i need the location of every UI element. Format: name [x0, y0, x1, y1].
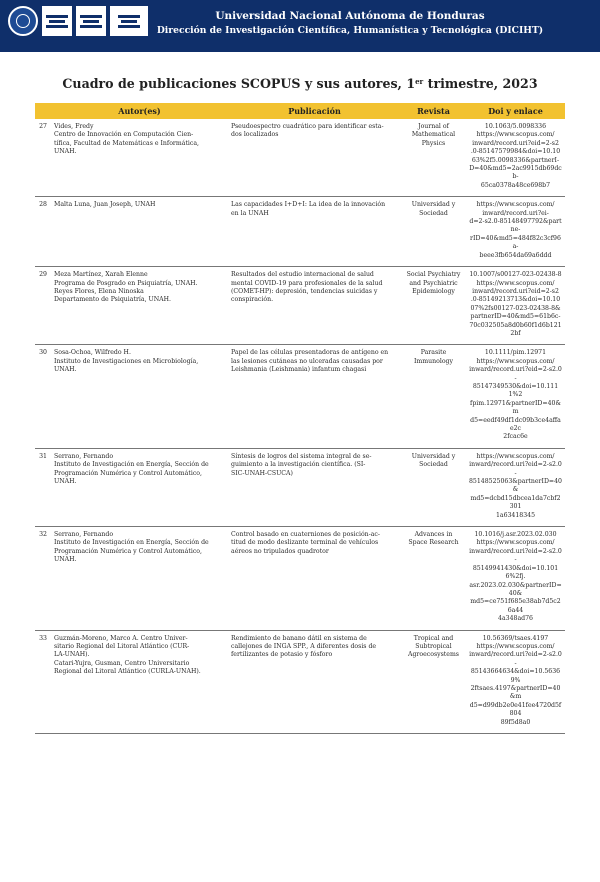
column-header-authors: Autor(es)	[51, 103, 228, 119]
publication-line: las lesiones cutáneas no ulceradas causadas por	[231, 357, 383, 365]
row-number: 28	[35, 197, 51, 267]
authors-cell	[51, 345, 228, 448]
doi-line: 10.1007/s00127-023-02438-8	[469, 271, 562, 279]
doi-line: inward/record.uri?eid=2-s2.0-	[469, 651, 562, 667]
doi-line: rID=40&md5=484f82c3cf96a-	[470, 234, 561, 251]
publication-line: dos localizados	[231, 131, 279, 139]
publication-cell	[228, 197, 401, 267]
header-band	[0, 0, 600, 52]
journal-cell	[401, 197, 466, 267]
doi-line: D=40&md5=2ac9915db69dcb-	[469, 165, 562, 181]
doi-cell	[466, 345, 565, 448]
journal-line: Epidemiology	[412, 287, 455, 295]
publication-line: en la UNAH	[231, 209, 269, 217]
journal-cell	[401, 527, 466, 630]
journal-cell	[401, 119, 466, 197]
authors-line: Programa de Posgrado en Psiquiatría, UNAH.	[54, 279, 198, 287]
doi-line: d=2-s2.0-85148497792&partne-	[469, 218, 562, 234]
column-header-number	[35, 103, 51, 119]
authors-cell	[51, 267, 228, 345]
publication-line: Las capacidades I+D+I: La idea de la innovación	[231, 201, 386, 209]
doi-line: 10.1063/5.0098336	[484, 123, 547, 130]
authors-line: Instituto de Investigaciones en Microbiología,	[54, 357, 199, 365]
table-row	[35, 630, 565, 733]
authors-line: Serrano, Fernando	[54, 452, 114, 460]
authors-cell	[51, 119, 228, 197]
authors-line: UNAH.	[54, 556, 77, 564]
unah-seal-logo	[8, 6, 38, 36]
table-row	[35, 119, 565, 197]
row-number: 32	[35, 527, 51, 630]
title-ordinal: er	[415, 77, 424, 86]
publication-line: aéreos no tripulados quadrotor	[231, 547, 329, 555]
publication-line: Control basado en cuaterniones de posición-ac-	[231, 531, 380, 539]
doi-cell	[466, 630, 565, 733]
journal-line: Social Psychiatry	[406, 271, 461, 279]
doi-line: 2fcac6e	[503, 433, 528, 441]
authors-line: Catari-Yujra, Gusman, Centro Universitario	[54, 659, 190, 667]
doi-line: inward/record.uri?eid=2-s2	[472, 139, 559, 147]
journal-line: Agroecosystems	[407, 651, 459, 659]
column-header-journal: Revista	[401, 103, 466, 119]
authors-cell	[51, 197, 228, 267]
authors-line: tífica, Facultad de Matemáticas e Informática,	[54, 139, 200, 147]
authors-line: Reyes Flores, Elena Ninoska	[54, 287, 144, 295]
doi-line: https://www.scopus.com/	[476, 642, 555, 650]
authors-line: Malta Luna, Juan Joseph, UNAH	[54, 201, 156, 209]
publication-line: Papel de las células presentadoras de antígeno en	[231, 349, 389, 357]
publication-cell	[228, 630, 401, 733]
row-number: 30	[35, 345, 51, 448]
journal-line: and Psychiatric	[409, 279, 458, 287]
doi-line: inward/record.uri?eid=2-s2	[472, 287, 559, 295]
row-number: 27	[35, 119, 51, 197]
authors-line: UNAH.	[54, 148, 77, 156]
authors-line: sitario Regional del Litoral Atlántico (CUR-	[54, 642, 190, 650]
publication-line: callejones de INGA SPP., A diferentes dosis de	[231, 642, 377, 650]
doi-cell	[466, 119, 565, 197]
doi-line: d5=d99db2e0e41fee4720d5f804	[469, 701, 562, 718]
doi-line: https://www.scopus.com/	[476, 452, 555, 460]
table-row	[35, 345, 565, 448]
doi-line: fpim.12971&partnerID=40&m	[470, 399, 561, 416]
doi-line: d5=eedf49df1dc09b3ce4affae2c	[470, 416, 561, 432]
authors-line: Centro de Innovación en Computación Cien-	[54, 131, 194, 139]
doi-line: inward/record.uri?ei-	[482, 209, 549, 217]
publication-cell	[228, 448, 401, 526]
journal-line: Physics	[421, 139, 446, 147]
authors-line: Departamento de Psiquiatría, UNAH.	[54, 296, 171, 304]
doi-line: https://www.scopus.com/	[476, 201, 555, 209]
publication-line: SIC-UNAH-CSUCA)	[231, 469, 293, 477]
doi-line: 2ftsaes.4197&partnerID=40&m	[470, 684, 561, 701]
doi-cell	[466, 448, 565, 526]
journal-line: Sociedad	[419, 209, 448, 217]
journal-line: Sociedad	[419, 461, 448, 469]
title-main: Cuadro de publicaciones SCOPUS y sus autores, 1	[62, 76, 416, 91]
authors-line: Programación Numérica y Control Automático,	[54, 469, 202, 477]
doi-line: https://www.scopus.com/	[476, 279, 555, 287]
publication-line: fertilizantes de potasio y fósforo	[231, 651, 333, 659]
publication-line: (COMET-HP): depresión, tendencias suicidas y	[231, 287, 378, 295]
doi-line: inward/record.uri?eid=2-s2.0-	[469, 366, 562, 382]
journal-line: Subtropical	[415, 642, 452, 650]
authors-cell	[51, 527, 228, 630]
doi-line: 85147349530&doi=10.1111%2	[472, 382, 559, 399]
publications-table	[35, 103, 565, 734]
authors-line: Vides, Fredy	[54, 123, 94, 130]
doi-line: https://www.scopus.com/	[476, 539, 555, 547]
doi-line: 85143664634&doi=10.56369%	[470, 668, 561, 684]
doi-line: beee3fb654da69a6ddd	[479, 251, 552, 259]
page-title	[0, 76, 600, 91]
university-name: Universidad Nacional Autónoma de Honduras	[215, 10, 485, 22]
doi-line: 07%2fs00127-023-02438-8&	[470, 304, 561, 312]
doi-line: inward/record.uri?eid=2-s2.0-	[469, 547, 562, 564]
doi-line: 63%2f5.0098336&partnerI-	[471, 156, 560, 164]
publication-cell	[228, 267, 401, 345]
table-header-row	[35, 103, 565, 119]
authors-line: UNAH.	[54, 366, 77, 374]
journal-line: Parasite	[420, 349, 447, 357]
journal-cell	[401, 448, 466, 526]
doi-line: 4a348ad76	[498, 615, 533, 623]
row-number: 29	[35, 267, 51, 345]
publication-line: Resultados del estudio internacional de salud	[231, 271, 374, 279]
header-text	[110, 9, 590, 38]
journal-line: Space Research	[408, 539, 459, 547]
journal-line: Mathematical	[411, 131, 456, 139]
authors-cell	[51, 630, 228, 733]
publication-line: Rendimiento de banano dátil en sistema de	[231, 634, 367, 642]
authors-cell	[51, 448, 228, 526]
doi-line: 85149941430&doi=10.1016%2fj.	[472, 564, 559, 581]
journal-line: Immunology	[413, 357, 454, 365]
authors-line: Guzmán-Moreno, Marco A. Centro Univer-	[54, 634, 188, 642]
title-rest: trimestre, 2023	[423, 76, 538, 91]
doi-line: inward/record.uri?eid=2-s2.0-	[469, 461, 562, 477]
directorate-name: Dirección de Investigación Científica, Humanística y Tecnológica (DICIHT)	[156, 25, 544, 36]
publication-cell	[228, 119, 401, 197]
doi-line: 10.56369/tsaes.4197	[482, 634, 549, 642]
row-number: 33	[35, 630, 51, 733]
table-row	[35, 267, 565, 345]
ranking-mundial-logo	[76, 6, 106, 36]
journal-line: Tropical and	[413, 634, 454, 642]
table-row	[35, 448, 565, 526]
doi-line: https://www.scopus.com/	[476, 357, 555, 365]
doi-line: .0-85149213713&doi=10.10	[470, 296, 561, 304]
journal-line: Universidad y	[411, 201, 456, 209]
doi-line: partnerID=40&md5=61b6c-	[470, 313, 561, 321]
doi-cell	[466, 267, 565, 345]
journal-cell	[401, 345, 466, 448]
doi-line: https://www.scopus.com/	[476, 131, 555, 139]
doi-line: 70c032505a8d0b60f1d6b1212bf	[469, 321, 562, 337]
doi-line: md5=dcbd15dbcea1da7cbf2301	[470, 494, 561, 511]
publication-line: conspiración.	[231, 296, 274, 304]
publication-line: titud de modo deslizante terminal de vehículos	[231, 539, 379, 547]
publication-line: Leishmania (Leishmania) infantum chagasi	[231, 366, 367, 374]
authors-line: LA-UNAH).	[54, 651, 90, 659]
journal-cell	[401, 267, 466, 345]
doi-line: .0-85147579984&doi=10.10	[470, 148, 561, 156]
authors-line: Regional del Litoral Atlántico (CURLA-UNAH).	[54, 668, 201, 676]
doi-line: 65ca0378a48ce698b7	[480, 181, 551, 189]
doi-line: 10.1111/pim.12971	[484, 349, 547, 357]
doi-cell	[466, 197, 565, 267]
column-header-publication: Publicación	[228, 103, 401, 119]
doi-line: 85148525063&partnerID=40&	[469, 478, 562, 494]
doi-cell	[466, 527, 565, 630]
publication-cell	[228, 527, 401, 630]
publication-cell	[228, 345, 401, 448]
authors-line: Serrano, Fernando	[54, 531, 114, 539]
publication-line: mental COVID-19 para profesionales de la salud	[231, 279, 383, 287]
publication-line: Pseudoespectro cuadrático para identificar esta-	[231, 123, 384, 130]
table-row	[35, 527, 565, 630]
publication-line: guimiento a la investigación científica. (SI-	[231, 461, 366, 469]
doi-line: 1a63418345	[495, 511, 536, 519]
doi-line: 89f5d8a0	[500, 718, 531, 726]
authors-line: Instituto de Investigación en Energía, Sección de	[54, 461, 209, 469]
journal-line: Advances in	[414, 531, 453, 539]
authors-line: Meza Martínez, Xarah Elenne	[54, 271, 148, 279]
journal-line: Journal of	[418, 123, 449, 130]
doi-line: 10.1016/j.asr.2023.02.030	[474, 531, 557, 539]
publication-line: Síntesis de logros del sistema integral de se-	[231, 452, 372, 460]
table-row	[35, 197, 565, 267]
row-number: 31	[35, 448, 51, 526]
journal-line: Universidad y	[411, 452, 456, 460]
doi-line: md5=ce751f685e38ab7d5c26a44	[470, 598, 561, 614]
diciht-logo	[42, 6, 72, 36]
authors-line: Programación Numérica y Control Automático,	[54, 547, 202, 555]
authors-line: Instituto de Investigación en Energía, Sección de	[54, 539, 209, 547]
doi-line: asr.2023.02.030&partnerID=40&	[469, 581, 562, 597]
authors-line: Sosa-Ochoa, Wilfredo H.	[54, 349, 131, 357]
column-header-doi: Doi y enlace	[466, 103, 565, 119]
journal-cell	[401, 630, 466, 733]
table-body	[35, 119, 565, 734]
authors-line: UNAH.	[54, 478, 77, 486]
